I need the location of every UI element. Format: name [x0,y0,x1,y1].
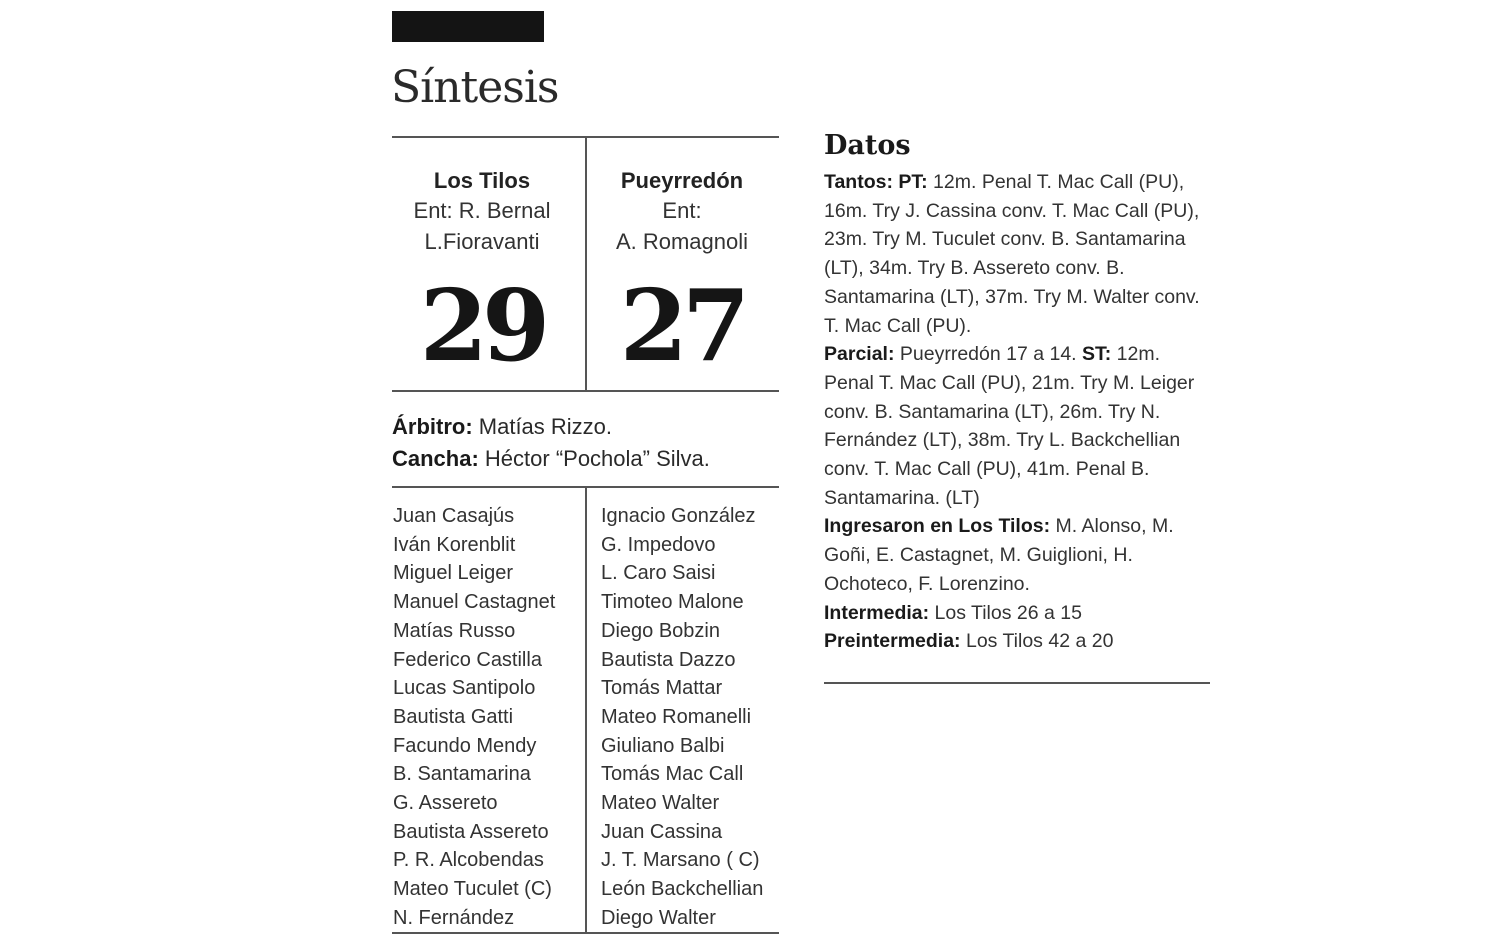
ingresaron-label: Ingresaron en Los Tilos: [824,515,1051,538]
referee-label: Árbitro: [392,414,473,439]
referee-line [392,411,779,443]
team-name: Pueyrredón [620,168,744,193]
player-name: G. Assereto [393,792,498,815]
player-name: Federico Castilla [393,648,542,671]
player-name: Facundo Mendy [393,734,537,757]
player-name: G. Impedovo [601,533,716,556]
player-name: Timoteo Malone [601,591,744,614]
player-name: Diego Walter [601,906,716,929]
intermedia-paragraph [824,599,1212,628]
pt-text: 12m. Penal T. Mac Call (PU), 16m. Try J. Cassina conv. T. Mac Call (PU), 23m. Try M. Tuculet conv. B. Santamarina (LT), 34m. Try B. Assereto conv. B. Santamarina (LT), 37m. Try M. Walter conv. T. Mac Call (PU). [824,171,1200,337]
player-name: Giuliano Balbi [601,734,725,757]
player-name: León Backchellian [601,878,764,901]
intermedia-label: Intermedia: [824,601,930,624]
lineup-los-tilos [393,502,555,933]
player-name: Bautista Gatti [393,705,514,728]
player-name: Tomás Mattar [601,677,723,700]
player-name: Mateo Walter [601,792,720,815]
player-name: Bautista Dazzo [601,648,736,671]
tantos-label: Tantos: [824,171,893,193]
ingresaron-paragraph [824,512,1212,598]
scoreboard [392,138,779,390]
team-name: Los Tilos [433,168,531,193]
parcial-paragraph [824,340,1212,512]
team-pueyrredon [587,138,777,384]
field-value: Héctor “Pochola” Silva. [478,446,710,471]
player-name: P. R. Alcobendas [393,849,544,872]
player-name: Juan Casajús [393,505,515,527]
divider-rule [824,682,1210,684]
player-name: Lucas Santipolo [393,677,536,700]
player-name: Juan Cassina [601,820,723,843]
parcial-text: Pueyrredón 17 a 14. [894,343,1083,366]
team-score: 27 [619,269,745,384]
match-info [392,392,779,486]
tantos-paragraph [824,168,1212,340]
ingresaron-text: M. Alonso, M. Goñi, E. Castagnet, M. Guiglioni, H. Ochoteco, F. Lorenzino. [824,515,1174,595]
player-name: J. T. Marsano ( C) [601,849,760,872]
field-label: Cancha: [392,446,479,471]
player-name: Bautista Assereto [393,820,549,843]
page-title: Síntesis [391,62,559,113]
preintermedia-text: Los Tilos 42 a 20 [960,630,1114,653]
player-name: Ignacio González [601,505,756,527]
field-line [392,443,779,475]
parcial-label: Parcial: [824,343,895,366]
preintermedia-paragraph [824,627,1212,656]
player-name: Manuel Castagnet [393,591,556,614]
coach-line: L.Fioravanti [424,229,540,254]
coach-line: A. Romagnoli [615,229,749,254]
st-text: 12m. Penal T. Mac Call (PU), 21m. Try M. Leiger conv. B. Santamarina (LT), 26m. Try N. Fernández (LT), 38m. Try L. Backchellian conv. T. Mac Call (PU), 41m. Penal B. Santamarina. (LT) [824,343,1195,509]
referee-value: Matías Rizzo. [472,414,613,439]
team-score: 29 [419,269,545,384]
summary-column [392,136,779,934]
intermedia-text: Los Tilos 26 a 15 [929,601,1082,624]
st-label: ST: [1082,343,1112,366]
player-name: Iván Korenblit [393,533,516,556]
section-header-bar [392,11,544,42]
player-name: B. Santamarina [393,763,531,786]
player-name: Miguel Leiger [393,562,514,585]
lineup-pueyrredon [601,502,763,933]
player-name: Matías Russo [393,619,516,642]
preintermedia-label: Preintermedia: [824,630,961,653]
player-name: N. Fernández [393,906,515,929]
pt-label: PT: [892,171,928,193]
player-name: L. Caro Saisi [601,562,716,585]
lineups [392,488,779,932]
datos-heading: Datos [824,130,911,161]
player-name: Tomás Mac Call [601,763,744,786]
team-los-tilos [392,138,572,384]
coach-line: Ent: R. Bernal [413,198,551,223]
player-name: Mateo Tuculet (C) [393,878,552,901]
player-name: Mateo Romanelli [601,705,752,728]
coach-line: Ent: [662,198,702,223]
datos-column [824,128,1212,684]
player-name: Diego Bobzin [601,619,720,642]
column-divider [585,488,587,932]
datos-body [824,168,1212,656]
